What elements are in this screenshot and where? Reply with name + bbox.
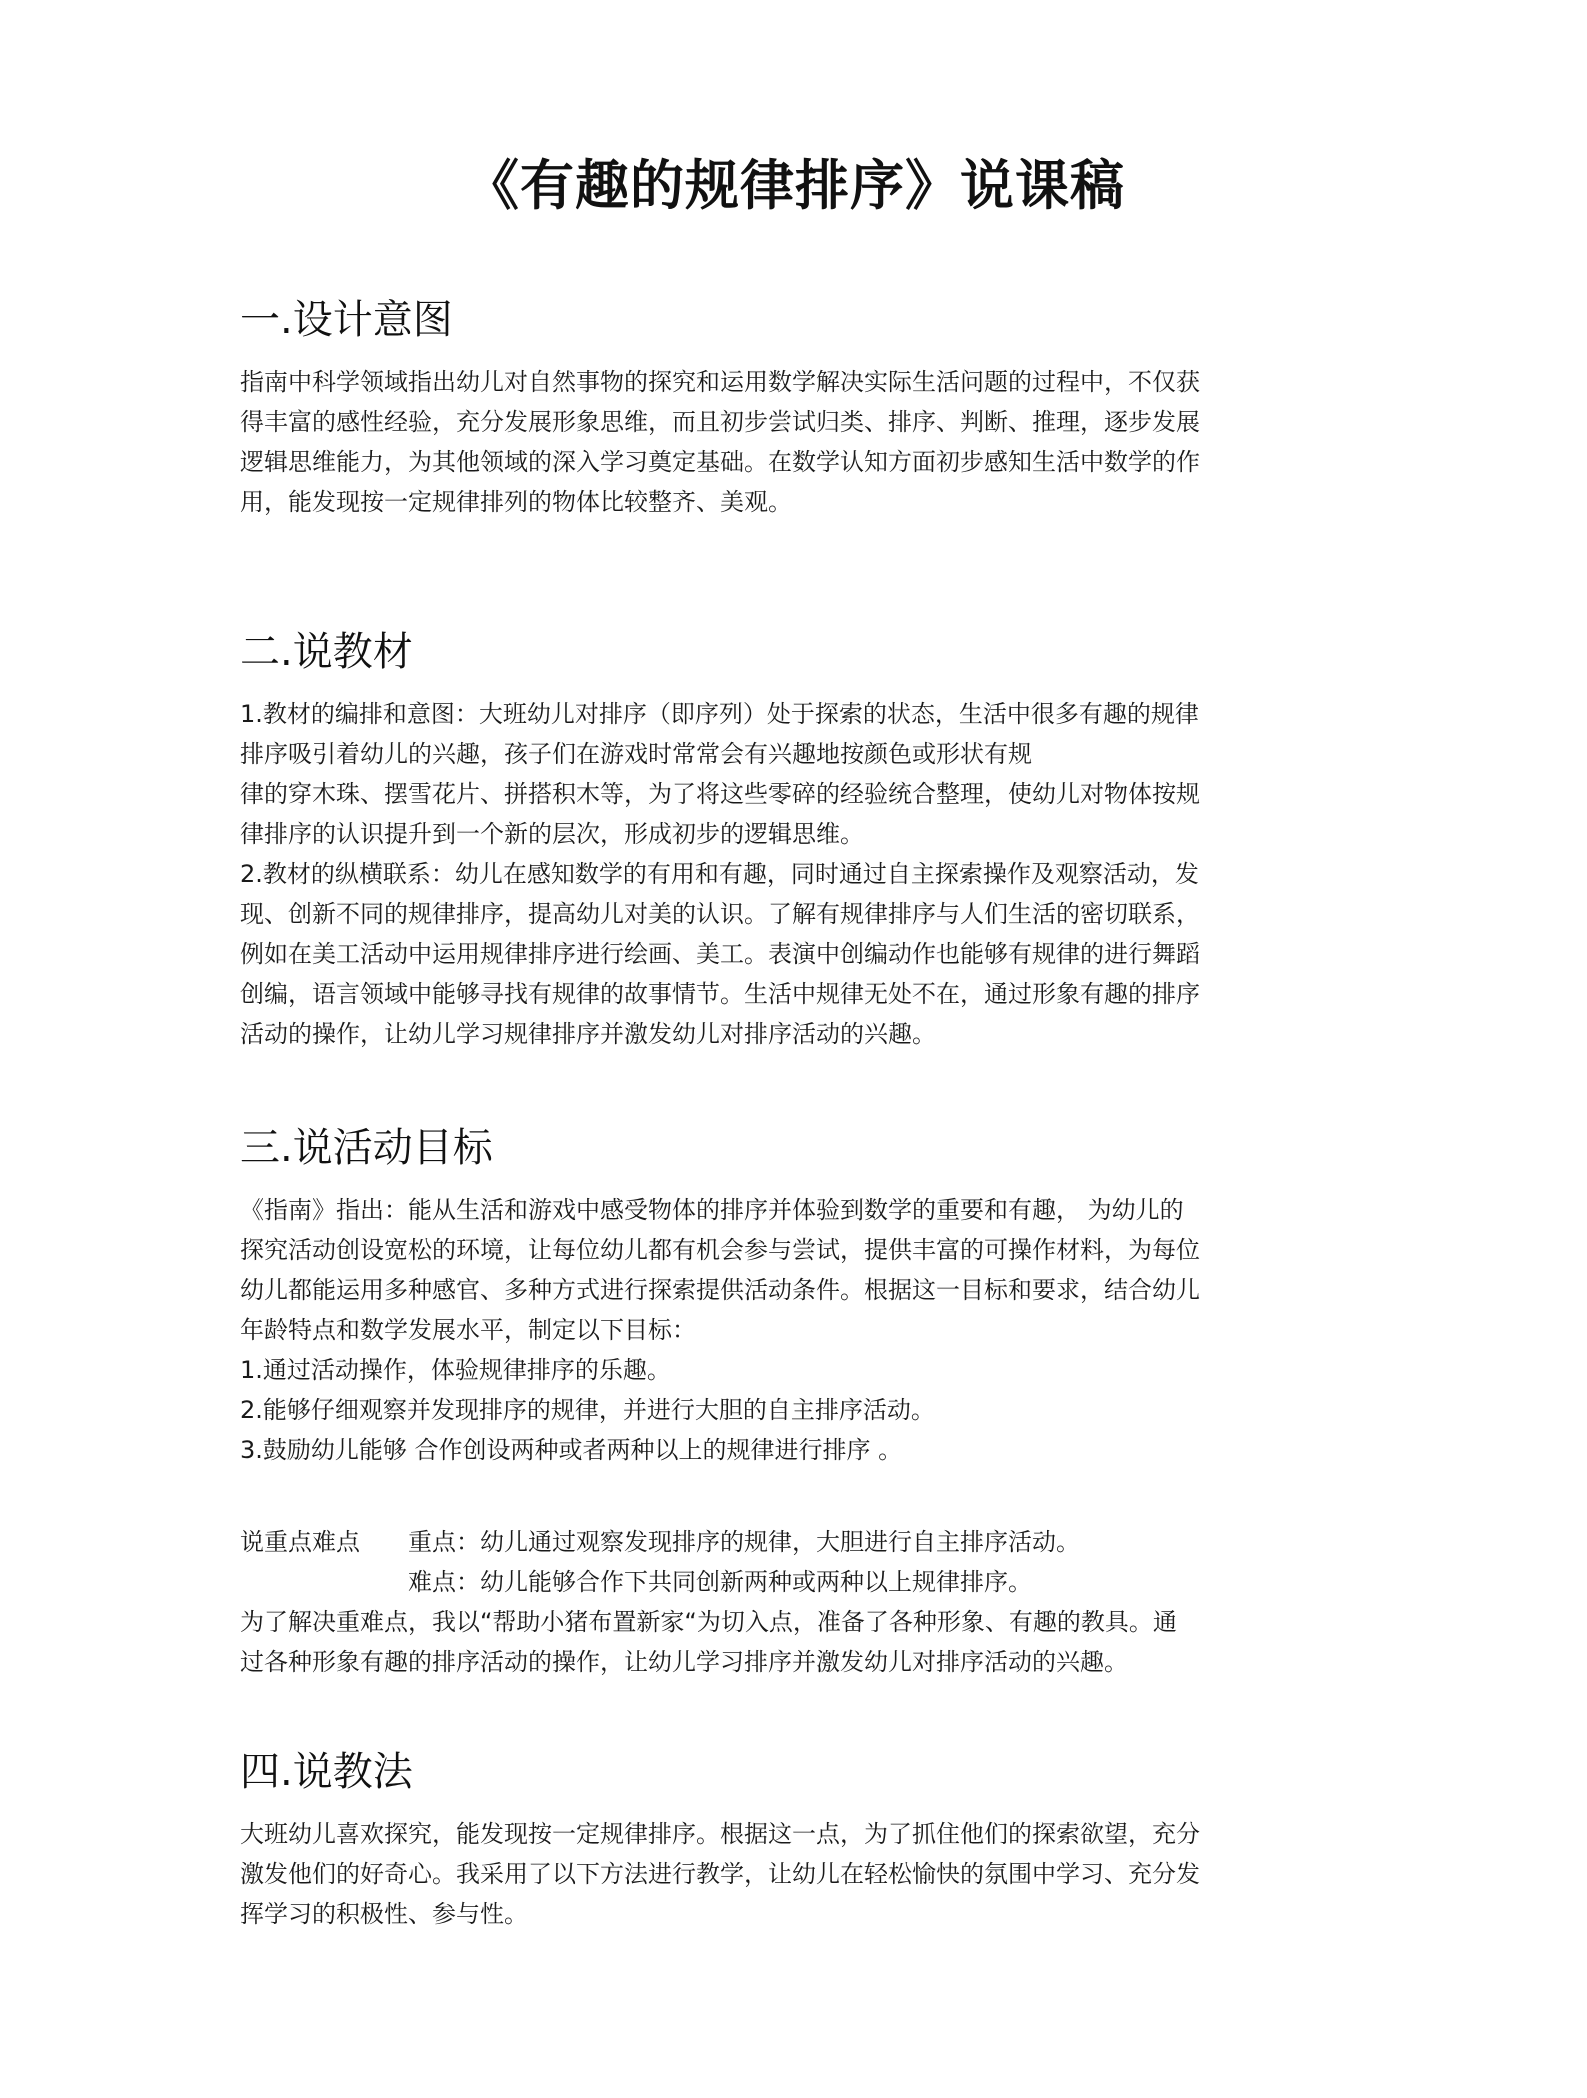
text-line: 律排序的认识提升到一个新的层次，形成初步的逻辑思维。 xyxy=(240,820,864,848)
text-line: 《指南》指出：能从生活和游戏中感受物体的排序并体验到数学的重要和有趣， 为幼儿的 xyxy=(240,1196,1184,1224)
key-difficult-points xyxy=(240,1522,1350,1682)
goal-item: 1.通过活动操作，体验规律排序的乐趣。 xyxy=(240,1356,671,1384)
key-difficult-label: 说重点难点 xyxy=(240,1528,360,1556)
section-body-design-intent xyxy=(240,362,1350,522)
difficult-point: 难点：幼儿能够合作下共同创新两种或两种以上规律排序。 xyxy=(408,1568,1032,1596)
text-line: 现、创新不同的规律排序，提高幼儿对美的认识。了解有规律排序与人们生活的密切联系， xyxy=(240,900,1200,928)
section-body-activity-goals xyxy=(240,1190,1350,1470)
document-title: 《有趣的规律排序》说课稿 xyxy=(465,153,1125,217)
text-line: 例如在美工活动中运用规律排序进行绘画、美工。表演中创编动作也能够有规律的进行舞蹈 xyxy=(240,940,1200,968)
section-heading-activity-goals: 三.说活动目标 xyxy=(240,1125,493,1171)
text-line: 指南中科学领域指出幼儿对自然事物的探究和运用数学解决实际生活问题的过程中，不仅获 xyxy=(240,368,1200,396)
goal-item: 2.能够仔细观察并发现排序的规律，并进行大胆的自主排序活动。 xyxy=(240,1396,935,1424)
text-line: 逻辑思维能力，为其他领域的深入学习奠定基础。在数学认知方面初步感知生活中数学的作 xyxy=(240,448,1200,476)
key-point-line xyxy=(240,1522,1350,1562)
text-line: 排序吸引着幼儿的兴趣，孩子们在游戏时常常会有兴趣地按颜色或形状有规 xyxy=(240,740,1032,768)
text-line: 创编，语言领域中能够寻找有规律的故事情节。生活中规律无处不在，通过形象有趣的排序 xyxy=(240,980,1200,1008)
text-line: 激发他们的好奇心。我采用了以下方法进行教学，让幼儿在轻松愉快的氛围中学习、充分发 xyxy=(240,1860,1200,1888)
section-body-textbook xyxy=(240,694,1350,1054)
text-line: 活动的操作，让幼儿学习规律排序并激发幼儿对排序活动的兴趣。 xyxy=(240,1020,936,1048)
text-line: 得丰富的感性经验，充分发展形象思维，而且初步尝试归类、排序、判断、推理，逐步发展 xyxy=(240,408,1200,436)
goal-item: 3.鼓励幼儿能够 合作创设两种或者两种以上的规律进行排序 。 xyxy=(240,1436,903,1464)
text-line: 为了解决重难点，我以“帮助小猪布置新家“为切入点，准备了各种形象、有趣的教具。通 xyxy=(240,1608,1177,1636)
section-body-teaching-methods xyxy=(240,1814,1350,1934)
text-line: 律的穿木珠、摆雪花片、拼搭积木等，为了将这些零碎的经验统合整理，使幼儿对物体按规 xyxy=(240,780,1200,808)
text-line: 过各种形象有趣的排序活动的操作，让幼儿学习排序并激发幼儿对排序活动的兴趣。 xyxy=(240,1648,1128,1676)
section-heading-textbook: 二.说教材 xyxy=(240,629,413,675)
text-line: 挥学习的积极性、参与性。 xyxy=(240,1900,528,1928)
text-line: 大班幼儿喜欢探究，能发现按一定规律排序。根据这一点，为了抓住他们的探索欲望，充分 xyxy=(240,1820,1200,1848)
text-line: 探究活动创设宽松的环境，让每位幼儿都有机会参与尝试，提供丰富的可操作材料，为每位 xyxy=(240,1236,1200,1264)
text-line: 幼儿都能运用多种感官、多种方式进行探索提供活动条件。根据这一目标和要求，结合幼儿 xyxy=(240,1276,1200,1304)
text-line: 1.教材的编排和意图：大班幼儿对排序（即序列）处于探索的状态，生活中很多有趣的规律 xyxy=(240,700,1199,728)
text-line: 用，能发现按一定规律排列的物体比较整齐、美观。 xyxy=(240,488,792,516)
difficult-point-line xyxy=(240,1562,1350,1602)
section-heading-design-intent: 一.设计意图 xyxy=(240,297,453,343)
text-line: 2.教材的纵横联系：幼儿在感知数学的有用和有趣，同时通过自主探索操作及观察活动，发 xyxy=(240,860,1199,888)
key-point: 重点：幼儿通过观察发现排序的规律，大胆进行自主排序活动。 xyxy=(408,1528,1080,1556)
text-line: 年龄特点和数学发展水平，制定以下目标： xyxy=(240,1316,696,1344)
section-heading-teaching-methods: 四.说教法 xyxy=(240,1749,413,1795)
